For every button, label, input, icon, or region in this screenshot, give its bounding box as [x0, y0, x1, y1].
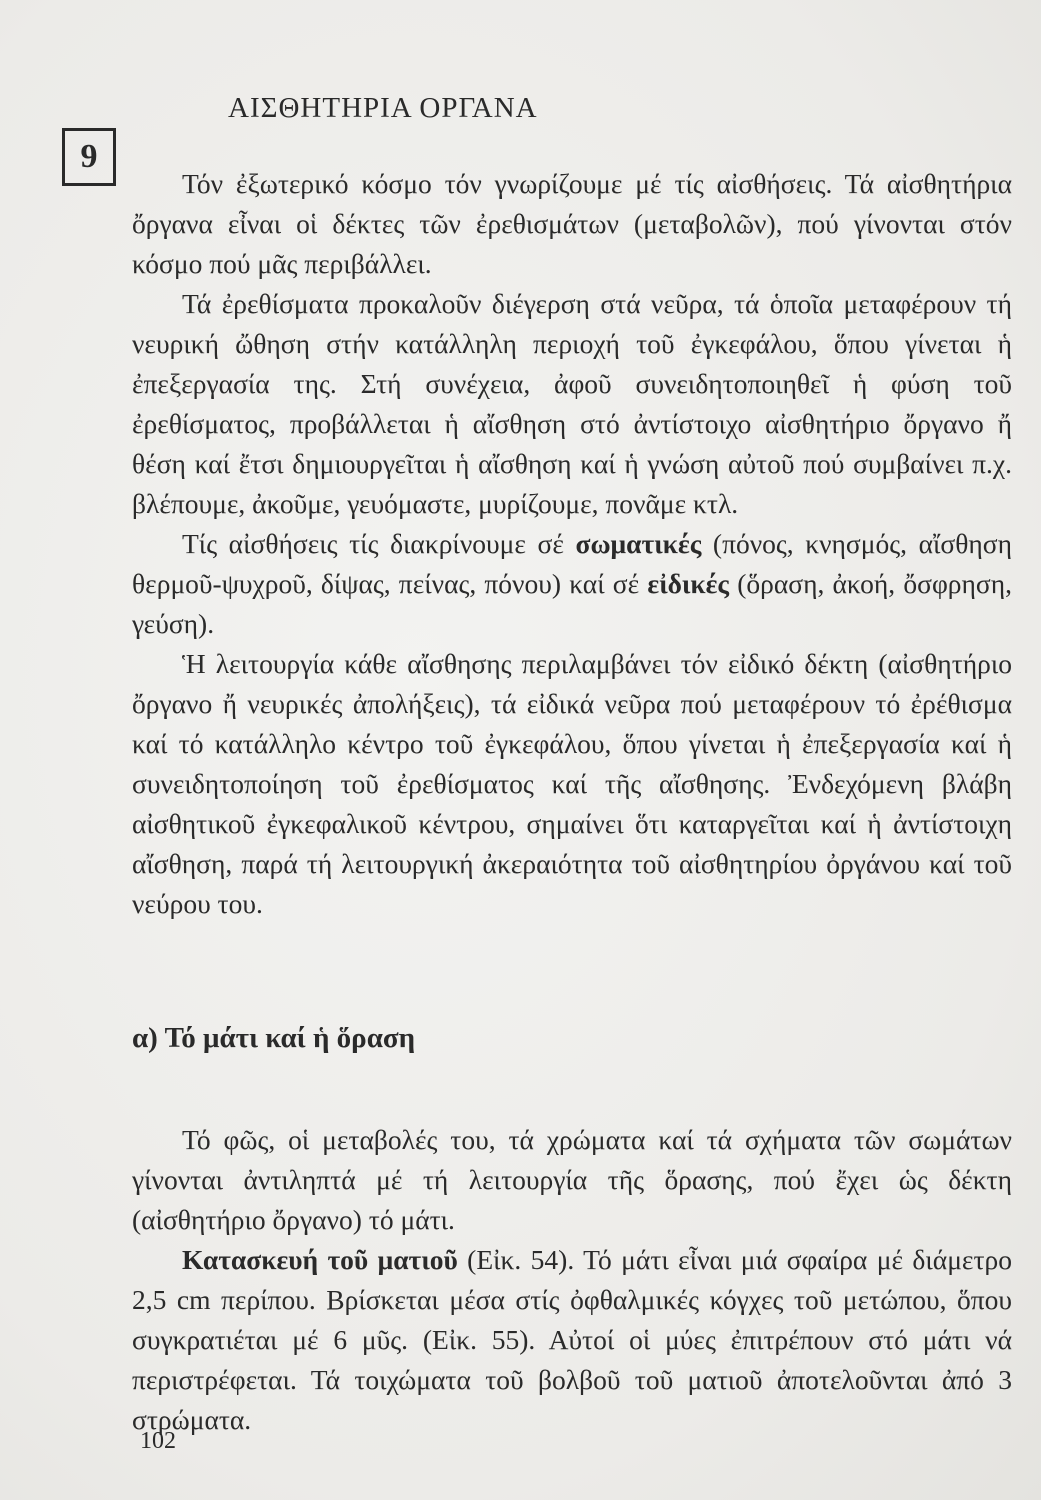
eye-paragraph-2	[132, 1240, 1012, 1440]
page-number: 102	[140, 1428, 176, 1454]
intro-paragraph-3	[132, 524, 1012, 644]
chapter-number: 9	[80, 138, 98, 175]
intro-paragraph-2: Τά ἐρεθίσματα προκαλοῦν διέγερση στά νεῦρα, τά ὁποῖα μεταφέρουν τή νευρική ὤθηση στήν κατάλληλη περιοχή τοῦ ἐγκεφάλου, ὅπου γίνεται ἡ ἐπεξεργασία της. Στή συνέχεια, ἀφοῦ συνειδητοποιηθεῖ ἡ φύση τοῦ ἐρεθίσματος, προβάλλεται ἡ αἴσθηση στό ἀντίστοιχο αἰσθητήριο ὄργανο ἤ θέση καί ἔτσι δημιουργεῖται ἡ αἴσθηση καί ἡ γνώση αὐτοῦ πού συμβαίνει π.χ. βλέπουμε, ἀκοῦμε, γευόμαστε, μυρίζουμε, πονᾶμε κτλ.	[132, 288, 1012, 519]
eye-paragraph-2-rest: (Εἰκ. 54). Τό μάτι εἶναι μιά σφαίρα μέ διάμετρο 2,5 cm περίπου. Βρίσκεται μέσα στίς ὀφθαλμικές κόγχες τοῦ μετώπου, ὅπου συγκρατιέται μέ 6 μῦς. (Εἰκ. 55). Αὐτοί οἱ μύες ἐπιτρέπουν στό μάτι νά περιστρέφεται. Τά τοιχώματα τοῦ βολβοῦ τοῦ ματιοῦ ἀποτελοῦνται ἀπό 3 στρώματα.	[132, 1244, 1013, 1435]
intro-text-block	[132, 164, 1012, 924]
intro-p3-mid: (πόνος, κνησμός, αἴσθηση θερμοῦ-ψυχροῦ, δίψας, πείνας, πόνου) καί σέ	[132, 528, 1012, 599]
eye-text-block	[132, 1120, 1012, 1440]
intro-paragraph-4: Ἡ λειτουργία κάθε αἴσθησης περιλαμβάνει τόν εἰδικό δέκτη (αἰσθητήριο ὄργανο ἤ νευρικές ἀπολήξεις), τά εἰδικά νεῦρα πού μεταφέρουν τό ἐρέθισμα καί τό κατάλληλο κέντρο τοῦ ἐγκεφάλου, ὅπου γίνεται ἡ ἐπεξεργασία καί ἡ συνειδητοποίηση τοῦ ἐρεθίσματος καί τῆς αἴσθησης. Ἐνδεχόμενη βλάβη αἰσθητικοῦ ἐγκεφαλικοῦ κέντρου, σημαίνει ὅτι καταργεῖται καί ἡ ἀντίστοιχη αἴσθηση, παρά τή λειτουργική ἀκεραιότητα τοῦ αἰσθητηρίου ὀργάνου καί τοῦ νεύρου του.	[132, 648, 1012, 919]
eye-paragraph-1: Τό φῶς, οἱ μεταβολές του, τά χρώματα καί τά σχήματα τῶν σωμάτων γίνονται ἀντιληπτά μέ τή λειτουργία τῆς ὅρασης, πού ἔχει ὡς δέκτη (αἰσθητήριο ὄργανο) τό μάτι.	[132, 1124, 1012, 1235]
chapter-number-box	[62, 128, 116, 186]
intro-p3-start: Τίς αἰσθήσεις τίς διακρίνουμε σέ	[182, 528, 576, 559]
chapter-title: ΑΙΣΘΗΤΗΡΙΑ ΟΡΓΑΝΑ	[228, 92, 538, 124]
section-heading-eye: α) Τό μάτι καί ἡ ὅραση	[132, 1022, 416, 1054]
eye-structure-term: Κατασκευή τοῦ ματιοῦ	[182, 1244, 458, 1275]
term-special: εἰδικές	[647, 568, 730, 599]
intro-p3-end: (ὅραση, ἀκοή, ὄσφρηση, γεύση).	[132, 568, 1012, 639]
intro-paragraph-1: Τόν ἐξωτερικό κόσμο τόν γνωρίζουμε μέ τίς αἰσθήσεις. Τά αἰσθητήρια ὄργανα εἶναι οἱ δέκτες τῶν ἐρεθισμάτων (μεταβολῶν), πού γίνονται στόν κόσμο πού μᾶς περιβάλλει.	[132, 168, 1012, 279]
term-somatic: σωματικές	[575, 528, 702, 559]
